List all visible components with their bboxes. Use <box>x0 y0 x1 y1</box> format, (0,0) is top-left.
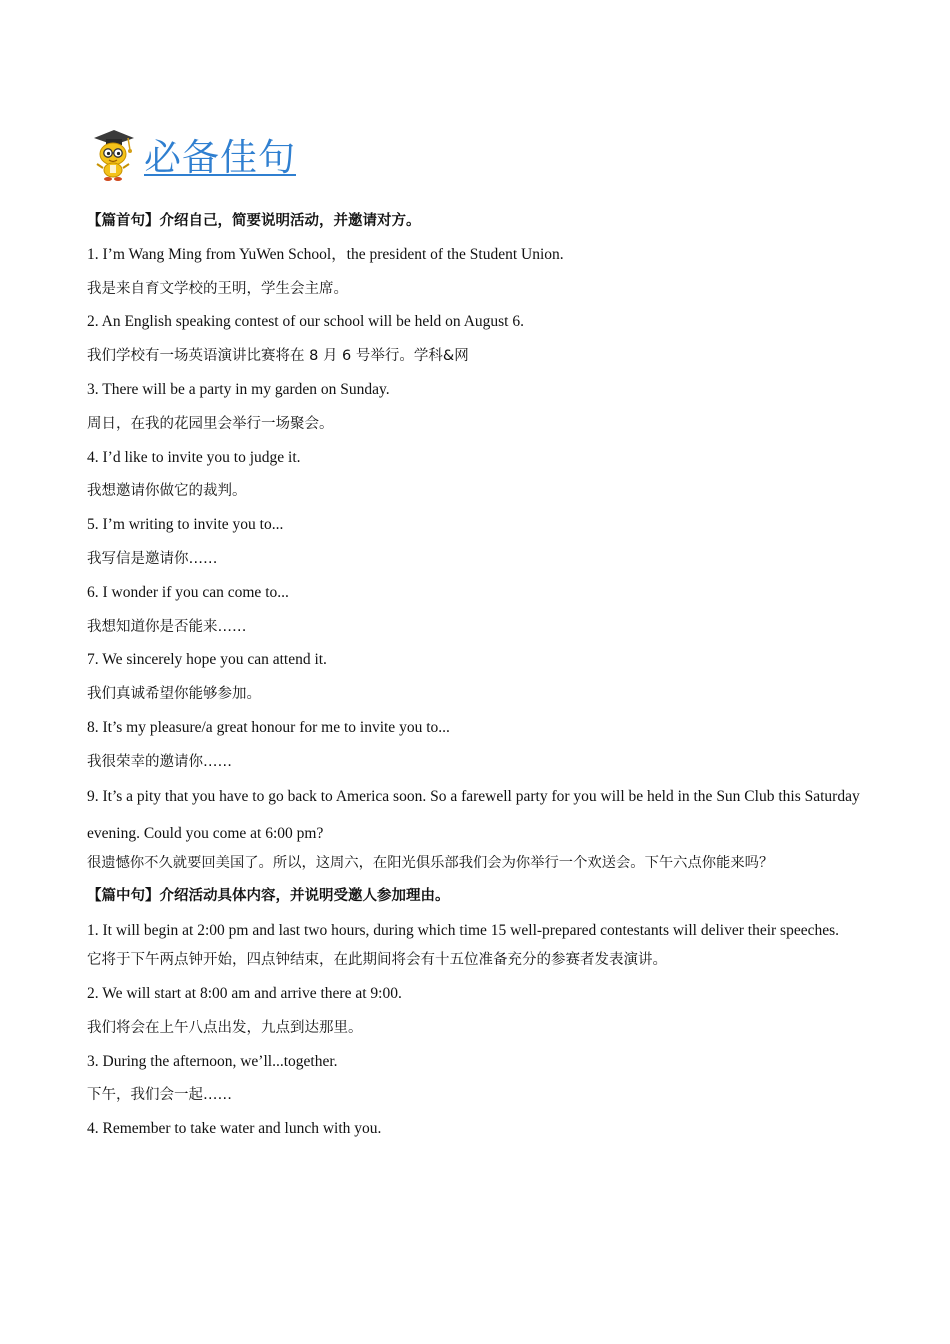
chinese-translation: 它将于下午两点钟开始，四点钟结束，在此期间将会有十五位准备充分的参赛者发表演讲。 <box>87 952 667 969</box>
chinese-translation: 我写信是邀请你…… <box>87 550 218 567</box>
english-sentence: 4. I’d like to invite you to judge it. <box>87 448 301 466</box>
english-sentence: 7. We sincerely hope you can attend it. <box>87 651 327 669</box>
chinese-translation: 我想邀请你做它的裁判。 <box>87 483 247 500</box>
chinese-translation: 周日，在我的花园里会举行一场聚会。 <box>87 415 334 432</box>
chinese-translation: 我们真诚希望你能够参加。 <box>87 686 261 703</box>
chinese-translation: 下午，我们会一起…… <box>87 1087 232 1104</box>
english-sentence: 3. There will be a party in my garden on Sunday. <box>87 380 390 398</box>
chinese-translation: 我想知道你是否能来…… <box>87 618 247 635</box>
english-sentence: 9. It’s a pity that you have to go back to America soon. So a farewell party for you will be held in the Sun Club this Saturday evening. Could you come at 6:00 pm? <box>87 787 860 842</box>
english-sentence: 3. During the afternoon, we’ll...together. <box>87 1052 338 1070</box>
section-heading-opening: 【篇首句】介绍自己，简要说明活动，并邀请对方。 <box>87 213 421 229</box>
chinese-translation: 我很荣幸的邀请你…… <box>87 753 232 770</box>
english-sentence: 5. I’m writing to invite you to... <box>87 516 284 534</box>
english-sentence: 8. It’s my pleasure/a great honour for me to invite you to... <box>87 718 450 736</box>
chinese-translation: 很遗憾你不久就要回美国了。所以，这周六，在阳光俱乐部我们会为你举行一个欢送会。下午六点你能来吗？ <box>87 854 774 871</box>
english-sentence: 1. It will begin at 2:00 pm and last two hours, during which time 15 well-prepared contestants will deliver their speeches. <box>87 922 839 940</box>
chinese-translation: 我们将会在上午八点出发，九点到达那里。 <box>87 1019 363 1036</box>
chinese-translation: 我是来自育文学校的王明，学生会主席。 <box>87 280 348 297</box>
english-sentence: 6. I wonder if you can come to... <box>87 583 289 601</box>
english-sentence: 1. I’m Wang Ming from YuWen School，the president of the Student Union. <box>87 245 564 263</box>
chinese-translation: 我们学校有一场英语演讲比赛将在 8 月 6 号举行。学科&网 <box>87 348 469 365</box>
english-sentence: 2. An English speaking contest of our school will be held on August 6. <box>87 313 524 331</box>
graduate-mascot-icon <box>88 126 138 182</box>
english-sentence: 4. Remember to take water and lunch with you. <box>87 1120 382 1138</box>
section-title-row <box>88 122 296 182</box>
section-title: 必备佳句 <box>144 136 296 179</box>
section-heading-middle: 【篇中句】介绍活动具体内容，并说明受邀人参加理由。 <box>87 888 450 905</box>
english-sentence: 2. We will start at 8:00 am and arrive there at 9:00. <box>87 984 402 1002</box>
sentence-list <box>87 210 863 1152</box>
